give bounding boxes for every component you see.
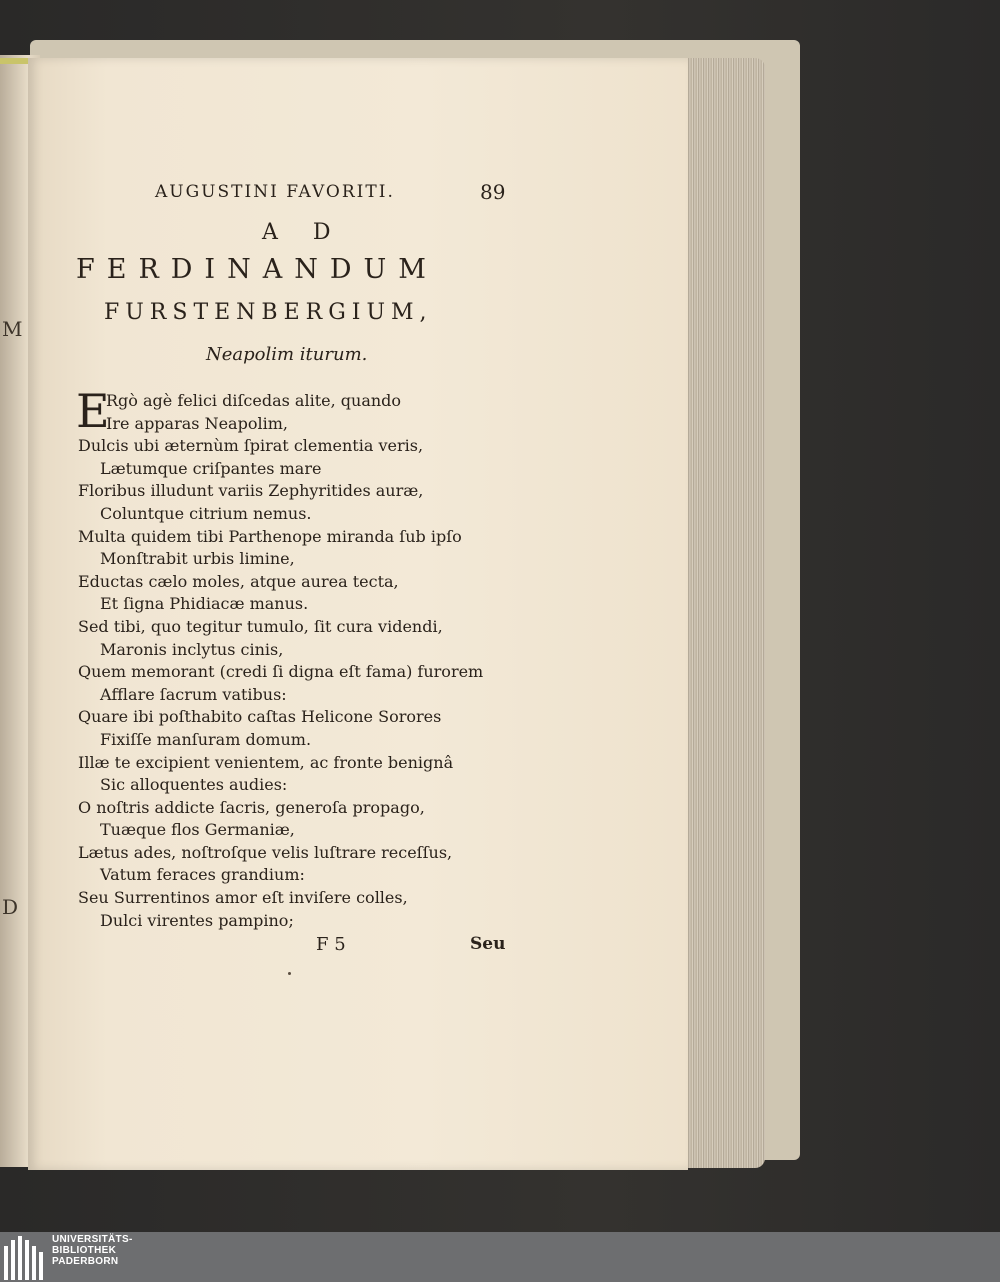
- verse-line: Floribus illudunt variis Zephyritides auræ,: [78, 481, 424, 501]
- verse-line: Vatum feraces grandium:: [100, 865, 305, 885]
- verse-line: Coluntque citrium nemus.: [100, 503, 312, 523]
- verse-line: Sic alloquentes audies:: [100, 775, 288, 795]
- verse-line: Afflare ſacrum vatibus:: [100, 684, 287, 704]
- verse-line: Lætumque criſpantes mare: [100, 458, 322, 478]
- ink-speck: [288, 972, 291, 975]
- left-page-letter: D: [2, 895, 19, 919]
- subtitle: Neapolim iturum.: [206, 344, 368, 365]
- verse-line: O noſtris addicte ſacris, generoſa propago,: [78, 797, 425, 817]
- verse-line: Sed tibi, quo tegitur tumulo, ſit cura videndi,: [78, 616, 443, 636]
- verse-line: Dulcis ubi æternùm ſpirat clementia veris,: [78, 436, 424, 456]
- library-logo-text: [52, 1234, 133, 1267]
- verse-line: Quare ibi poſthabito caſtas Helicone Sorores: [78, 707, 442, 727]
- verse-line: Dulci virentes pampino;: [100, 910, 294, 930]
- verse-line: Ire apparas Neapolim,: [106, 413, 288, 433]
- catchword: Seu: [470, 934, 506, 954]
- page-edges: [683, 58, 765, 1168]
- verse-line: Et ſigna Phidiacæ manus.: [100, 594, 309, 614]
- left-page-strip: [0, 58, 28, 64]
- library-logo-icon: [0, 1232, 48, 1282]
- verse-line: Maronis inclytus cinis,: [100, 639, 284, 659]
- logo-line: UNIVERSITÄTS-: [52, 1234, 133, 1245]
- signature-mark: F 5: [316, 934, 346, 955]
- logo-line: BIBLIOTHEK: [52, 1245, 117, 1256]
- verse-line: Lætus ades, noſtroſque velis luſtrare receſſus,: [78, 842, 453, 862]
- verse-line: Illæ te excipient venientem, ac fronte benignâ: [78, 752, 454, 772]
- verse-line: Tuæque flos Germaniæ,: [100, 820, 295, 840]
- verse-line: Monſtrabit urbis limine,: [100, 549, 295, 569]
- verse-line: Fixiſſe manſuram domum.: [100, 729, 312, 749]
- verse-line: Eductas cælo moles, atque aurea tecta,: [78, 571, 399, 591]
- verse-line: Rgò agè felici diſcedas alite, quando: [106, 391, 402, 410]
- footer-band: [0, 1232, 1000, 1282]
- title-surname: FURSTENBERGIUM,: [104, 300, 433, 325]
- title-ad: A D: [262, 220, 345, 245]
- verse-line: Quem memorant (credi ſi digna eſt fama) furorem: [78, 662, 484, 682]
- running-head: AUGUSTINI FAVORITI.: [155, 182, 395, 202]
- title-name: FERDINANDUM: [76, 254, 438, 285]
- left-page-letter: M: [2, 317, 23, 341]
- poem-body: [76, 384, 498, 932]
- verse-line: Seu Surrentinos amor eſt inviſere colles,: [78, 888, 408, 908]
- logo-line: PADERBORN: [52, 1256, 119, 1267]
- verse-line: Multa quidem tibi Parthenope miranda ſub ipſo: [78, 526, 462, 546]
- page-number: 89: [480, 180, 506, 204]
- drop-initial: E: [76, 384, 110, 438]
